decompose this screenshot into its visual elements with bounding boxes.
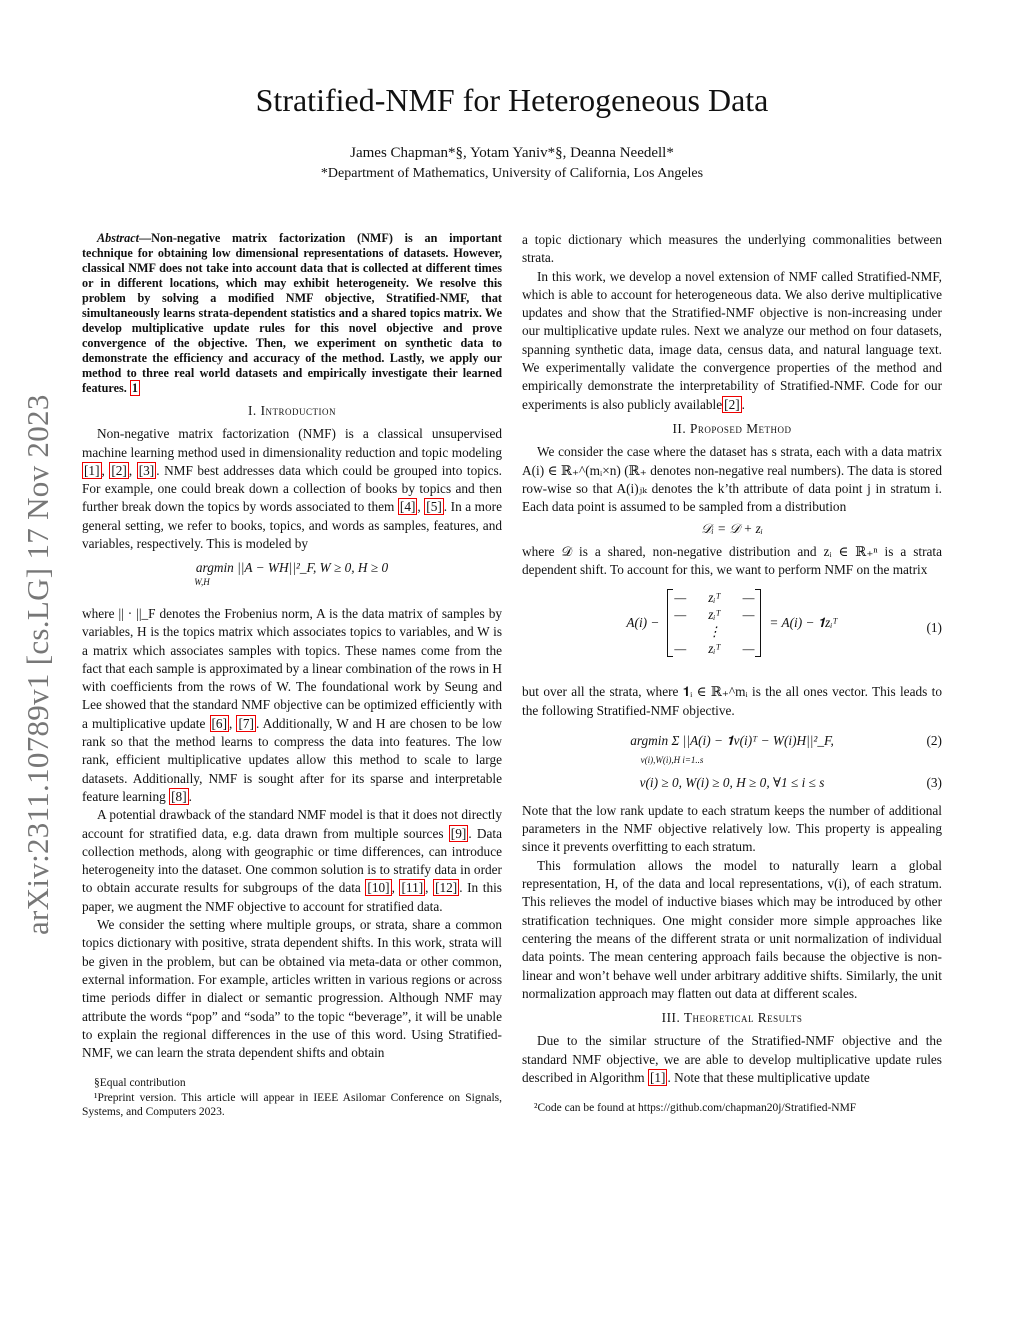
paragraph: Due to the similar structure of the Stratified-NMF objective and the standard NMF objective, we are able to develop multiplicative update rules described in Algorithm [1] . Note that these multiplicative update xyxy=(522,1033,942,1085)
citation-link[interactable]: [8] xyxy=(171,788,187,804)
citation-link[interactable]: [7] xyxy=(238,715,254,731)
paragraph: In this work, we develop a novel extension of NMF called Stratified-NMF, which is able to account for heterogeneous data. We also derive multiplicative updates and show that the Stratified-NMF objective is non-increasing under our multiplicative update rules. Next we analyze our method on four datasets, spanning synthetic data, image data, census data, and natural language text. We experimentally validate the convergence properties of the method and empirically demonstrate the interpretability of Stratified-NMF. Code for our experiments is also publicly available [2] . xyxy=(522,268,942,412)
citation-link[interactable]: [5] xyxy=(426,499,442,515)
equation-lhs: A(i) − xyxy=(626,615,660,631)
equation-number: (2) xyxy=(926,732,942,748)
citation-link[interactable]: [12] xyxy=(435,880,458,896)
footnote: §Equal contribution xyxy=(94,1077,186,1090)
abstract-label: Abstract xyxy=(97,231,139,245)
paragraph: but over all the strata, where 𝟏ᵢ ∈ ℝ₊^mᵢ is the all ones vector. This leads to the following Stratified-NMF objective. xyxy=(522,684,942,718)
left-column xyxy=(82,231,502,1120)
footnote: ¹Preprint version. This article will appear in IEEE Asilomar Conference on Signals, Systems, and Computers 2023. xyxy=(82,1091,502,1119)
equation-subscript: W,H xyxy=(194,576,210,587)
section-heading-theory: III. Theoretical Results xyxy=(661,1010,803,1026)
equation-3 xyxy=(522,774,942,792)
citation-link[interactable]: [3] xyxy=(138,462,155,478)
footnote: ²Code can be found at https://github.com/chapman20j/Stratified-NMF xyxy=(534,1102,857,1115)
equation-number: (1) xyxy=(926,620,942,636)
equation-subscript: v(i),W(i),H i=1..s xyxy=(640,755,704,766)
section-heading-introduction: I. Introduction xyxy=(248,403,336,418)
equation-rhs: = A(i) − 𝟏zᵢᵀ xyxy=(769,615,838,631)
paragraph: This formulation allows the model to naturally learn a global representation, H, of the data and local representations, v(i), of each stratum. This relieves the model of inductive biases which may be introduced by other stratification techniques. One might consider more simple approaches like centering the means of the different strata or unit normalization of individual data points. The mean centering approach fails because the objective is non-linear and won’t behave well under arbitrary additive shifts. Similarly, the unit normalization approach may flatten out data at different scales. xyxy=(522,857,942,1001)
citation-link[interactable]: [1] xyxy=(649,1069,666,1085)
citation-link[interactable]: [6] xyxy=(211,715,228,731)
paragraph: where || · ||_F denotes the Frobenius norm, A is the data matrix of samples by variables, H is the topics matrix which associates topics to variables, and W is a matrix which associates samples with topics. These names come from the fact that each sample is approximated by a linear combination of the rows in H with coefficients from the rows of W. The foundational work by Seung and Lee showed that the standard NMF objective can be optimized efficiently with a multiplicative update [6] , [7] . Additionally, W and H are chosen to be low rank so that the method learns to compress the data into features. The low rank, efficient multiplicative updates allow this method to scale to large datasets. Additionally, NMF is sought after for its sparse and interpretable feature learning [8] . xyxy=(82,605,502,804)
paragraph: Non-negative matrix factorization (NMF) is a classical unsupervised machine learning method used in dimensionality reduction and topic modeling [1] , [2] , [3] . NMF best addresses data which could be grouped into topics. For example, one could break down a collection of books by topics and then further break down the topics by words associated to them [4] , [5] . In a more general setting, we refer to books, topics, and words as samples, features, and variables, respectively. This is modeled by xyxy=(82,426,502,552)
abstract xyxy=(82,231,502,396)
arxiv-side-label: arXiv:2311.10789v1 [cs.LG] 17 Nov 2023 xyxy=(20,394,55,935)
citation-link[interactable]: [1] xyxy=(84,462,100,478)
shift-matrix: — zᵢᵀ — — zᵢᵀ — ⋮ — zᵢᵀ — xyxy=(667,589,761,657)
paper-title: Stratified-NMF for Heterogeneous Data xyxy=(255,82,769,118)
section-heading-method: II. Proposed Method xyxy=(672,420,792,436)
equation-2 xyxy=(522,732,942,770)
citation-link[interactable]: [2] xyxy=(111,462,127,478)
citation-link[interactable]: [2] xyxy=(724,396,740,412)
paragraph: We consider the setting where multiple groups, or strata, share a common topics dictionary with positive, strata dependent shifts. In this work, strata will be given in the problem, but can be obtained via meta-data or other common, external information. For example, articles written in various regions or across time periods differ in dialect or semantic progression. Although NMF may attribute the words “pop” and “soda” to the topic “beverage”, it will be unable to explain the regional differences in the use of this word. Using Stratified-NMF, we can learn the strata dependent shifts and obtain xyxy=(82,917,502,1061)
authors: James Chapman*§, Yotam Yaniv*§, Deanna Needell* xyxy=(350,145,674,161)
equation-text: v(i) ≥ 0, W(i) ≥ 0, H ≥ 0, ∀1 ≤ i ≤ s xyxy=(639,774,825,790)
paragraph: where 𝒟 is a shared, non-negative distribution and zᵢ ∈ ℝ₊ⁿ is a strata dependent shift. To account for this, we want to perform NMF on the matrix xyxy=(522,543,942,578)
paragraph: We consider the case where the dataset has s strata, each with a data matrix A(i) ∈ ℝ₊^(mᵢ×n) (ℝ₊ denotes non-negative real numbers). The data is stored row-wise so that A(i)ⱼₖ denotes the k’th attribute of data point j in stratum i. Each data point is assumed to be sampled from a distribution xyxy=(522,444,942,515)
equation-nmf xyxy=(82,559,502,597)
equation-number: (3) xyxy=(926,774,942,790)
citation-link[interactable]: [9] xyxy=(450,825,467,841)
citation-link[interactable]: [4] xyxy=(399,499,416,515)
equation-distribution: 𝒟ᵢ = 𝒟 + zᵢ xyxy=(701,521,763,537)
paragraph: a topic dictionary which measures the underlying commonalities between strata. xyxy=(522,232,942,266)
equation-text: argmin ||A − WH||²_F, W ≥ 0, H ≥ 0 xyxy=(195,560,389,576)
abstract-text: —Non-negative matrix factorization (NMF) is an important technique for obtaining low dimensional representations of datasets. However, classical NMF does not take into account data that is collected at different times or in different locations, which may exhibit heterogeneity. We resolve this problem by solving a modified NMF objective, Stratified-NMF, that simultaneously learns strata-dependent statistics and a shared topics matrix. We develop multiplicative update rules for this novel objective and prove convergence of the objective. Then, we experiment on synthetic data to demonstrate the efficiency and accuracy of the method. Lastly, we apply our method to three real world datasets and empirically investigate their learned features. 1 xyxy=(82,231,502,395)
equation-1 xyxy=(522,585,942,677)
right-column xyxy=(522,231,942,1116)
paragraph: Note that the low rank update to each stratum keeps the number of additional parameters in the NMF objective relatively low. This property is appealing since it prevents overfitting to each stratum. xyxy=(522,802,942,855)
citation-link[interactable]: [10] xyxy=(367,880,390,896)
paragraph: A potential drawback of the standard NMF model is that it does not directly account for stratified data, e.g. data drawn from multiple sources [9] . Data collection methods, along with geographic or time differences, can introduce heterogeneity into the dataset. One common solution is to stratify data in order to obtain accurate results for subgroups of the data [10] , [11] , [12] . In this paper, we augment the NMF objective to account for stratified data. xyxy=(82,807,502,914)
affiliation: *Department of Mathematics, University of California, Los Angeles xyxy=(320,166,704,181)
citation-link[interactable]: 1 xyxy=(131,381,138,395)
citation-link[interactable]: [11] xyxy=(401,880,424,896)
equation-text: argmin Σ ||A(i) − 𝟏v(i)ᵀ − W(i)H||²_F, xyxy=(630,732,834,748)
